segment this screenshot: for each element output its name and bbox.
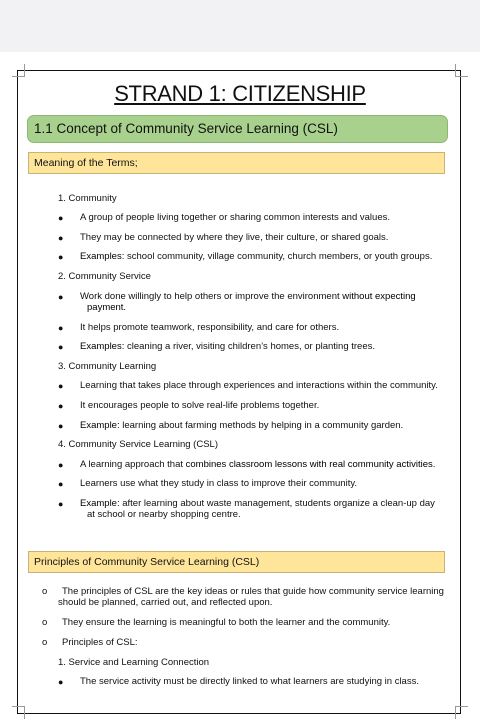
term-heading-community: 1. Community <box>58 193 117 204</box>
bullet-icon: ● <box>58 381 64 391</box>
bullet-icon: ● <box>58 421 64 431</box>
bullet-icon: ● <box>58 323 64 333</box>
term-heading-community-service: 2. Community Service <box>58 271 151 282</box>
bullet-icon: ● <box>58 342 64 352</box>
bullet-icon: ● <box>58 479 64 489</box>
meaning-of-terms-box: Meaning of the Terms; <box>28 152 445 174</box>
page-title: STRAND 1: CITIZENSHIP <box>114 81 366 106</box>
circle-bullet-icon: o <box>42 617 48 628</box>
principles-box: Principles of Community Service Learning (CSL) <box>28 551 445 573</box>
bullet-icon: ● <box>58 460 64 470</box>
top-band <box>0 0 480 52</box>
crop-mark-top-left <box>12 64 25 77</box>
bullet-icon: ● <box>58 499 64 509</box>
circle-bullet-icon: o <box>42 586 48 597</box>
crop-mark-top-right <box>455 64 468 77</box>
bullet-icon: ● <box>58 213 64 223</box>
crop-mark-bottom-right <box>455 706 468 719</box>
bullet-icon: ● <box>58 401 64 411</box>
term-heading-csl: 4. Community Service Learning (CSL) <box>58 439 218 450</box>
term-heading-community-learning: 3. Community Learning <box>58 361 157 372</box>
bullet-icon: ● <box>58 252 64 262</box>
section-heading-1-1: 1.1 Concept of Community Service Learning (CSL) <box>27 115 448 143</box>
circle-bullet-icon: o <box>42 637 48 648</box>
crop-mark-bottom-left <box>12 706 25 719</box>
bullet-icon: ● <box>58 677 64 687</box>
principle-heading-service-learning: 1. Service and Learning Connection <box>58 657 210 668</box>
bullet-icon: ● <box>58 233 64 243</box>
bullet-icon: ● <box>58 292 64 302</box>
